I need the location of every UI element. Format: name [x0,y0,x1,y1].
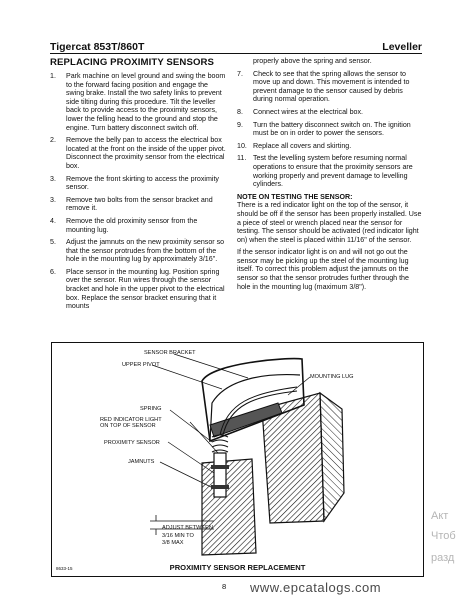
label-red-indicator: RED INDICATOR LIGHT ON TOP OF SENSOR [100,417,162,430]
label-jamnuts: JAMNUTS [128,459,155,465]
mounting-lug-side [320,393,344,521]
step-text: Connect wires at the electrical box. [253,107,364,116]
side-overlay-1: Акт [431,510,449,522]
step-number: 8. [237,107,243,116]
step-item [50,175,228,192]
model-title: Tigercat 853T/860T [50,41,145,53]
header-rule [50,53,422,54]
side-overlay-2: Чтоб [431,530,456,542]
step-number: 4. [50,216,56,225]
sensor-body [214,453,226,497]
step-number: 3. [50,174,56,183]
step-text: Remove two bolts from the sensor bracket and remove it. [66,195,213,213]
label-adjust-range: ADJUST BETWEEN 3/16 MIN TO 3/8 MAX [162,525,213,547]
note-paragraph-2: If the sensor indicator light is on and will not go out the sensor may be picking up the steel of the mounting lug itself. To correct this problem adjust the jamnuts on the sensor so that the sensor protrudes further through the hole in the mounting lug (maximum 3/8"). [237,248,409,291]
step-item [50,217,228,234]
step-item [237,121,423,138]
step-number: 6. [50,267,56,276]
step-number: 7. [237,69,243,78]
step-text: Adjust the jamnuts on the new proximity sensor so that the sensor protrudes from the bottom of the hole in the mounting lug by approximately 3/16". [66,238,225,264]
step-continuation: properly above the spring and sensor. [253,57,372,65]
step-item [50,238,228,264]
step-item [50,72,228,132]
step-text: Check to see that the spring allows the sensor to move up and down. This movement is intended to prevent damage to the sensor caused by debris during normal operation. [253,69,410,104]
step-item [50,268,228,311]
step-number: 1. [50,72,56,80]
step-text: Test the levelling system before resuming normal operations to ensure that the proximity sensors are working properly and prevent damage to levelling cylinders. [253,154,413,189]
step-text: Park machine on level ground and swing the boom to the forward facing position and engage the swing brake. Install the two safety links to prevent side tilting during this procedure. Tilt the leveller back to provide access to the proximity sensors, lower the felling head to the ground and stop the engine. Turn battery disconnect switch off. [66,72,226,132]
section-title: REPLACING PROXIMITY SENSORS [50,57,215,68]
step-text: Replace all covers and skirting. [253,141,352,150]
step-number: 5. [50,238,56,247]
step-text: Place sensor in the mounting lug. Position spring over the sensor. Run wires through the sensor bracket and hole in the upper pivot to the electrical box. Replace the sensor bracket ensuring that it mounts [66,267,225,311]
step-text: Remove the belly pan to access the electrical box located at the front on the inside of the upper pivot. Disconnect the proximity sensor from the electrical box. [66,136,226,170]
figure-id: 8633-15 [56,566,73,571]
step-item [237,142,423,151]
step-item [237,70,423,104]
note-paragraph-1: There is a red indicator light on the top of the sensor, it should be off if the sensor has been properly installed. Use a piece of steel or wrench placed near the sensor for testing. The sensor should be activated (red indicator light on) when the steel is placed within 11/16" of the sensor. [237,201,422,244]
step-number: 11. [237,154,247,163]
label-upper-pivot: UPPER PIVOT [122,362,160,368]
step-item [50,196,228,213]
label-sensor-bracket: SENSOR BRACKET [144,350,196,356]
note-title: NOTE ON TESTING THE SENSOR: [237,192,353,201]
step-text: Remove the old proximity sensor from the mounting lug. [66,216,198,234]
jamnut-bottom [211,485,229,489]
step-number: 9. [237,120,243,129]
label-proximity-sensor: PROXIMITY SENSOR [104,440,160,446]
step-text: Remove the front skirting to access the proximity sensor. [66,174,219,192]
step-number: 3. [50,195,56,204]
side-overlay-3: разд [431,552,455,564]
right-step-list [237,70,423,189]
page-number: 8 [222,582,227,591]
sensor-diagram [52,343,423,576]
step-text: Turn the battery disconnect switch on. The ignition must be on in order to power the sensors. [253,120,411,138]
section-name: Leveller [382,41,422,53]
sensor-figure [51,342,424,577]
step-number: 2. [50,136,56,145]
step-item [237,154,423,188]
left-column [50,57,228,315]
right-column [237,57,423,295]
step-number: 10. [237,141,247,150]
label-spring: SPRING [140,406,162,412]
step-item [237,108,423,117]
left-step-list [50,72,228,311]
step-item [50,136,228,170]
watermark: www.epcatalogs.com [250,580,382,595]
label-mounting-lug: MOUNTING LUG [310,374,354,380]
jamnut-top [211,465,229,469]
figure-caption: PROXIMITY SENSOR REPLACEMENT [169,563,306,572]
